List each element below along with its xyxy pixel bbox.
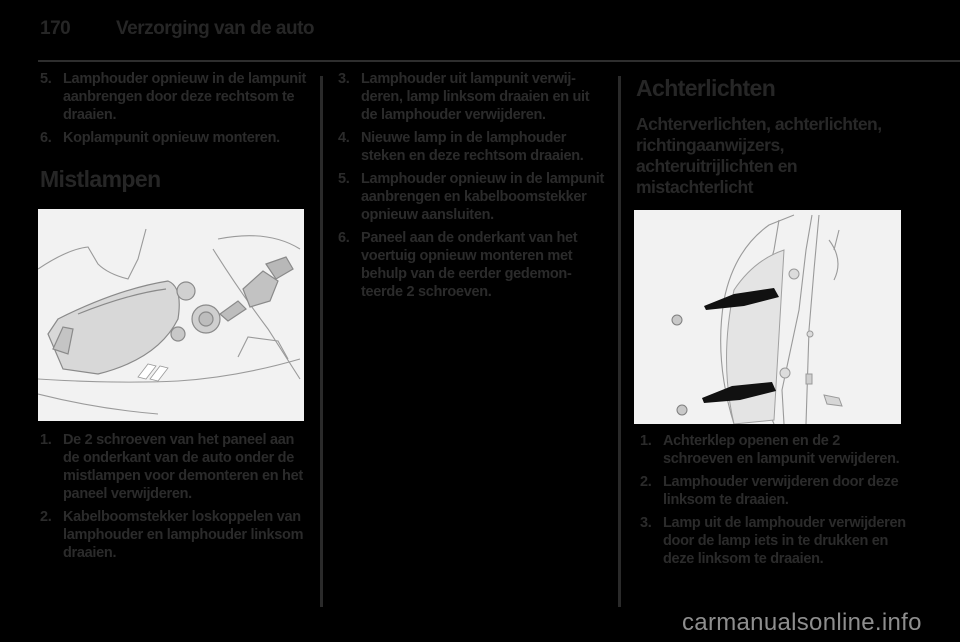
- step-text: Koplampunit opnieuw monteren.: [63, 130, 280, 146]
- step-text: Lamphouder opnieuw in de lampunit aanbrengen door deze rechtsom te draaien.: [63, 71, 307, 123]
- step-item: [40, 431, 310, 503]
- step-item: [40, 129, 310, 147]
- section-heading-mistlampen: Mistlampen: [40, 166, 161, 192]
- step-text: Kabelboomstekker loskoppelen van lamphouder en lamphouder linksom draaien.: [63, 509, 304, 561]
- step-number: 3.: [640, 515, 652, 531]
- step-number: 6.: [40, 130, 52, 146]
- tail-lamp-figure: [634, 210, 901, 424]
- column-1: [40, 70, 310, 567]
- fog-lamp-illustration: [38, 209, 304, 421]
- page-number: 170: [40, 18, 71, 39]
- fog-lamp-steps-continued: [338, 70, 606, 301]
- step-text: De 2 schroeven van het paneel aan de onderkant van de auto onder de mistlampen voor demonteren en het paneel verwijderen.: [63, 432, 303, 502]
- step-number: 2.: [40, 509, 52, 525]
- step-item: [640, 473, 908, 509]
- tail-lamp-illustration: [634, 210, 901, 424]
- step-number: 6.: [338, 230, 350, 246]
- step-text: Lamp uit de lamphouder verwijderen door de lamp iets in te drukken en deze linksom te draaien.: [663, 515, 906, 567]
- chapter-title: Verzorging van de auto: [116, 18, 315, 39]
- column-2: [338, 70, 606, 306]
- step-item: [338, 229, 606, 301]
- sub-heading-achterlichten: Achterverlichten, achterlichten, richtingaanwijzers, achteruitrijlichten en mistachterlicht: [636, 114, 882, 197]
- step-number: 1.: [40, 432, 52, 448]
- step-number: 5.: [40, 71, 52, 87]
- column-divider-1: [320, 76, 323, 607]
- section-heading-achterlichten: Achterlichten: [636, 75, 776, 101]
- step-number: 1.: [640, 433, 652, 449]
- step-text: Paneel aan de onderkant van het voertuig opnieuw monteren met behulp van de eerder gedemonteerde 2 schroeven.: [361, 230, 578, 300]
- step-item: [338, 129, 606, 165]
- step-item: [640, 432, 908, 468]
- fog-lamp-figure: [38, 209, 304, 421]
- step-text: Lamphouder opnieuw in de lampunit aanbrengen en kabelboomstekker opnieuw aansluiten.: [361, 171, 605, 223]
- step-item: [640, 514, 908, 568]
- tail-lamp-steps: [640, 432, 908, 568]
- step-item: [338, 70, 606, 124]
- step-text: Nieuwe lamp in de lamphouder steken en deze rechtsom draaien.: [361, 130, 584, 164]
- step-item: [40, 508, 310, 562]
- step-text: Lamphouder uit lampunit verwijderen, lamp linksom draaien en uit de lamphouder verwijderen.: [361, 71, 590, 123]
- continued-steps: [40, 70, 310, 147]
- step-number: 5.: [338, 171, 350, 187]
- column-divider-2: [618, 76, 621, 607]
- step-item: [40, 70, 310, 124]
- step-text: Achterklep openen en de 2 schroeven en lampunit verwijderen.: [663, 433, 900, 467]
- fog-lamp-steps: [40, 431, 310, 562]
- column-3: [636, 74, 908, 573]
- step-item: [338, 170, 606, 224]
- step-number: 3.: [338, 71, 350, 87]
- header-rule: [38, 60, 960, 62]
- step-number: 4.: [338, 130, 350, 146]
- step-number: 2.: [640, 474, 652, 490]
- watermark: carmanualsonline.info: [682, 609, 922, 636]
- step-text: Lamphouder verwijderen door deze linksom te draaien.: [663, 474, 899, 508]
